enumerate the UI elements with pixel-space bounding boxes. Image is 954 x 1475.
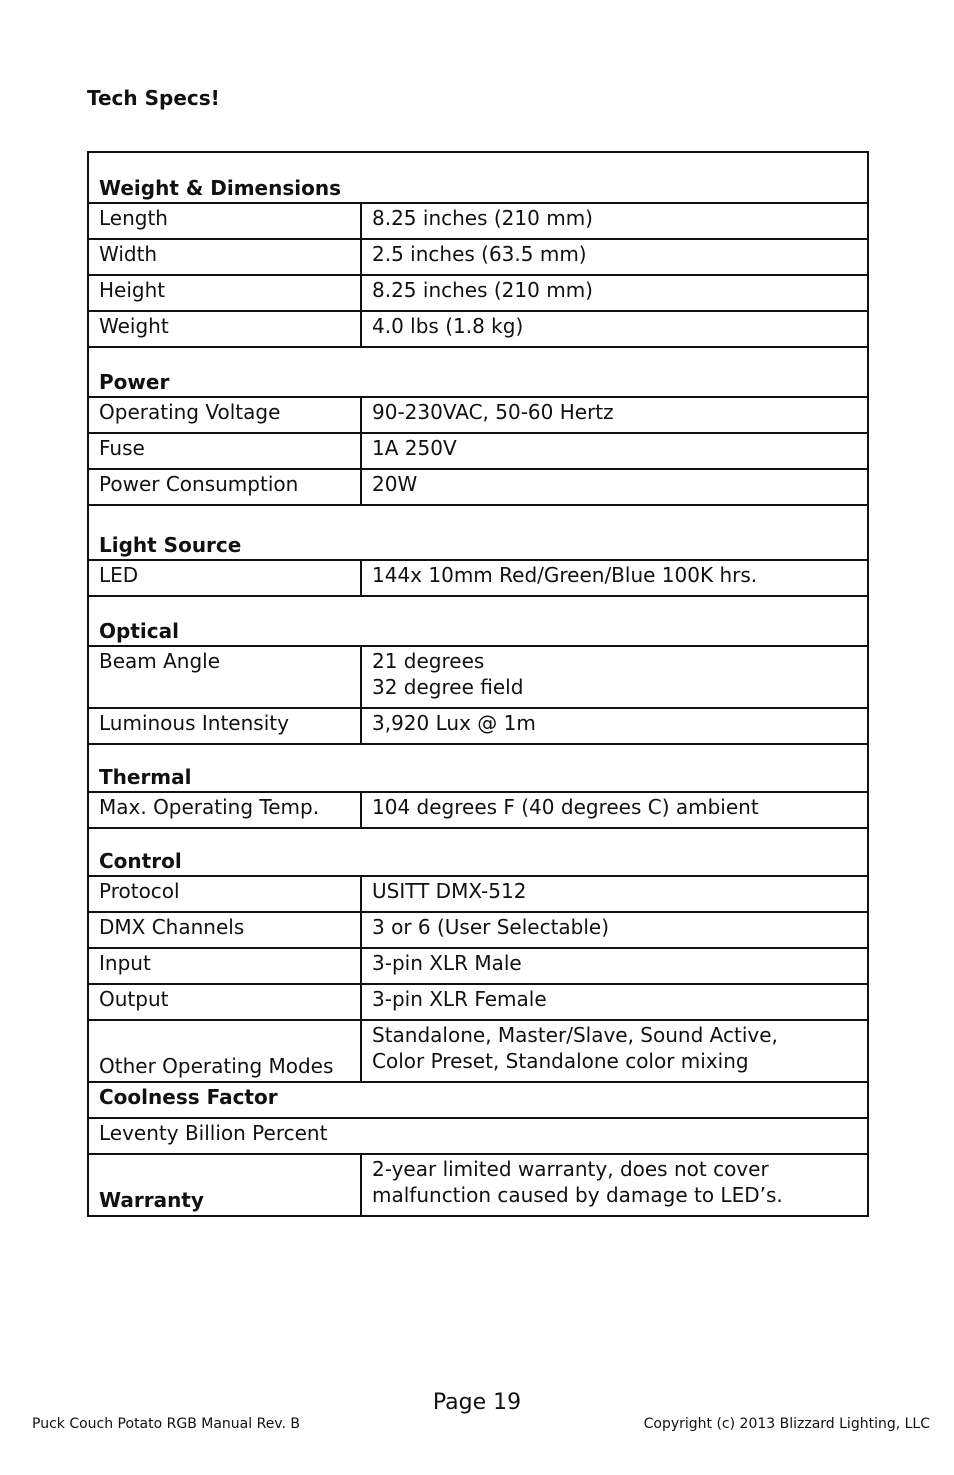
table-row — [88, 792, 868, 828]
spec-label: LED — [88, 560, 361, 596]
spec-value: 8.25 inches (210 mm) — [361, 203, 868, 239]
spec-value: 2.5 inches (63.5 mm) — [361, 239, 868, 275]
section-header-row — [88, 744, 868, 792]
section-title-thermal: Thermal — [88, 744, 868, 792]
spec-label: Max. Operating Temp. — [88, 792, 361, 828]
spec-value-line: 21 degrees — [372, 649, 485, 673]
spec-value: 90-230VAC, 50-60 Hertz — [361, 397, 868, 433]
spec-value: 3-pin XLR Female — [361, 984, 868, 1020]
spec-label: Other Operating Modes — [88, 1020, 361, 1082]
table-row — [88, 275, 868, 311]
spec-value: Leventy Billion Percent — [88, 1118, 868, 1154]
spec-label: Power Consumption — [88, 469, 361, 505]
spec-label: Beam Angle — [88, 646, 361, 708]
table-row — [88, 397, 868, 433]
spec-label: Operating Voltage — [88, 397, 361, 433]
spec-value: 4.0 lbs (1.8 kg) — [361, 311, 868, 347]
footer-manual-title: Puck Couch Potato RGB Manual Rev. B — [32, 1416, 301, 1432]
spec-label: DMX Channels — [88, 912, 361, 948]
section-title-control: Control — [88, 828, 868, 876]
table-row — [88, 984, 868, 1020]
table-row — [88, 912, 868, 948]
section-header-row — [88, 505, 868, 560]
table-row — [88, 433, 868, 469]
spec-label: Luminous Intensity — [88, 708, 361, 744]
section-header-row — [88, 152, 868, 203]
footer-copyright: Copyright (c) 2013 Blizzard Lighting, LLC — [643, 1416, 930, 1432]
spec-label: Weight — [88, 311, 361, 347]
spec-value — [361, 646, 868, 708]
spec-label: Fuse — [88, 433, 361, 469]
spec-label: Protocol — [88, 876, 361, 912]
spec-value-line: Color Preset, Standalone color mixing — [372, 1049, 749, 1073]
spec-value-line: malfunction caused by damage to LED’s. — [372, 1183, 783, 1207]
section-title-optical: Optical — [88, 596, 868, 646]
table-row — [88, 239, 868, 275]
table-row — [88, 948, 868, 984]
spec-label: Input — [88, 948, 361, 984]
section-title-light-source: Light Source — [88, 505, 868, 560]
spec-label: Height — [88, 275, 361, 311]
spec-value — [361, 1154, 868, 1216]
page-title: Tech Specs! — [87, 86, 220, 110]
spec-label: Output — [88, 984, 361, 1020]
spec-value: 144x 10mm Red/Green/Blue 100K hrs. — [361, 560, 868, 596]
spec-value-line: Standalone, Master/Slave, Sound Active, — [372, 1023, 778, 1047]
spec-value: USITT DMX-512 — [361, 876, 868, 912]
table-row — [88, 203, 868, 239]
warranty-label: Warranty — [88, 1154, 361, 1216]
section-title-coolness-factor: Coolness Factor — [88, 1082, 868, 1118]
spec-label: Length — [88, 203, 361, 239]
section-header-row — [88, 596, 868, 646]
section-header-row — [88, 1082, 868, 1118]
table-row — [88, 1118, 868, 1154]
spec-value-line: 32 degree field — [372, 675, 524, 699]
table-row — [88, 560, 868, 596]
section-title-weight-dimensions: Weight & Dimensions — [88, 152, 868, 203]
table-row — [88, 1020, 868, 1082]
page-number: Page 19 — [432, 1390, 522, 1415]
spec-label: Width — [88, 239, 361, 275]
spec-value: 3-pin XLR Male — [361, 948, 868, 984]
table-row — [88, 646, 868, 708]
spec-value: 104 degrees F (40 degrees C) ambient — [361, 792, 868, 828]
section-header-row — [88, 828, 868, 876]
section-header-row — [88, 347, 868, 397]
table-row — [88, 311, 868, 347]
spec-value — [361, 1020, 868, 1082]
spec-value: 1A 250V — [361, 433, 868, 469]
table-row — [88, 1154, 868, 1216]
table-row — [88, 708, 868, 744]
spec-value-line: 2-year limited warranty, does not cover — [372, 1157, 769, 1181]
table-row — [88, 876, 868, 912]
spec-value: 20W — [361, 469, 868, 505]
spec-value: 3,920 Lux @ 1m — [361, 708, 868, 744]
spec-value: 3 or 6 (User Selectable) — [361, 912, 868, 948]
tech-specs-table — [87, 151, 869, 1217]
section-title-power: Power — [88, 347, 868, 397]
spec-value: 8.25 inches (210 mm) — [361, 275, 868, 311]
table-row — [88, 469, 868, 505]
